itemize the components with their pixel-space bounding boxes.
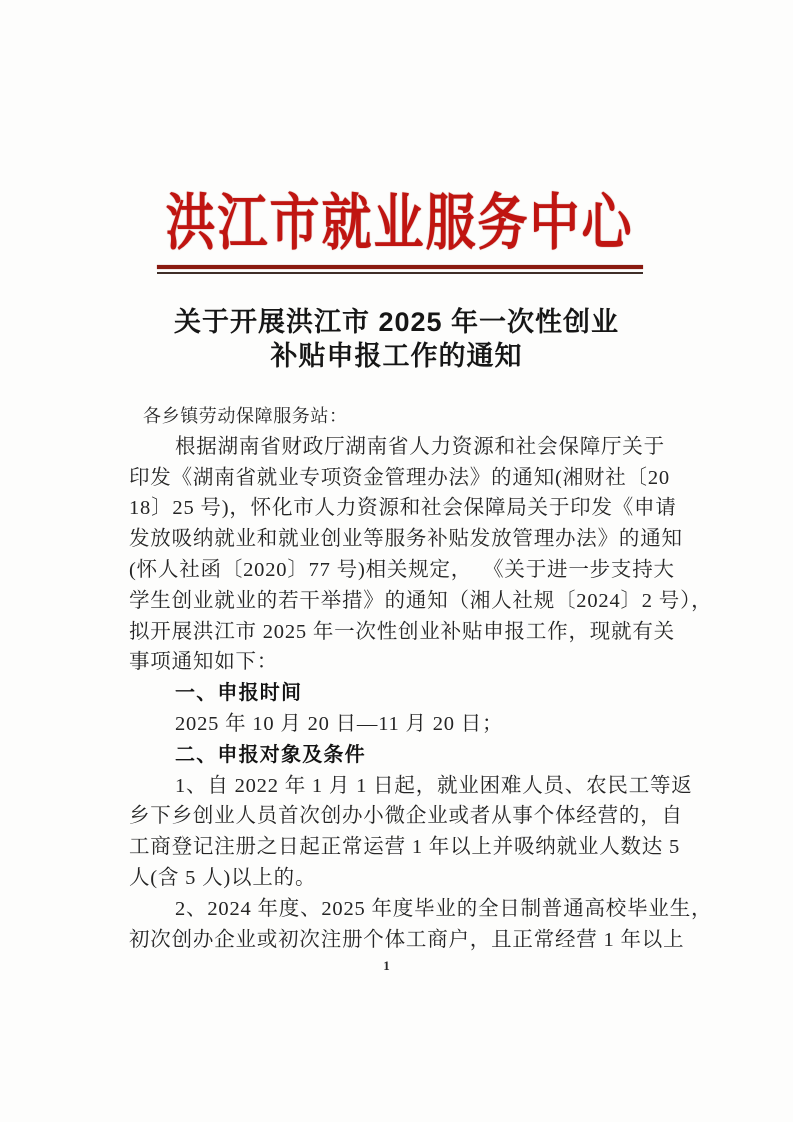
body-line: 人(含 5 人)以上的。 xyxy=(129,866,317,889)
body-line: 发放吸纳就业和就业创业等服务补贴发放管理办法》的通知 xyxy=(129,528,683,551)
body-line: 18〕25 号)，怀化市人力资源和社会保障局关于印发《申请 xyxy=(129,497,677,520)
notice-title-line1: 关于开展洪江市 2025 年一次性创业 xyxy=(173,307,620,337)
notice-title xyxy=(0,305,793,373)
body-line: 2、2024 年度、2025 年度毕业的全日制普通高校毕业生， xyxy=(175,897,713,920)
body-line: 工商登记注册之日起正常运营 1 年以上并吸纳就业人数达 5 xyxy=(129,836,681,859)
salutation: 各乡镇劳动保障服务站： xyxy=(143,406,348,426)
notice-title-line2: 补贴申报工作的通知 xyxy=(270,341,523,371)
body-line: 乡下乡创业人员首次创办小微企业或者从事个体经营的，自 xyxy=(129,805,683,828)
body-line: 印发《湖南省就业专项资金管理办法》的通知(湘财社〔20 xyxy=(129,466,670,489)
letterhead-divider xyxy=(157,265,643,274)
letterhead-rule-bottom xyxy=(157,272,643,274)
notice-body xyxy=(129,401,713,955)
body-line: 事项通知如下： xyxy=(129,651,279,674)
body-line: 学生创业就业的若干举措》的通知（湘人社规〔2024〕2 号）， xyxy=(129,589,713,612)
page-number: 1 xyxy=(383,958,390,973)
section-heading-application-time: 一、申报时间 xyxy=(175,682,303,705)
body-line: 2025 年 10 月 20 日—11 月 20 日； xyxy=(175,712,504,735)
letterhead-rule-top xyxy=(157,265,643,269)
section-heading-eligibility: 二、申报对象及条件 xyxy=(175,743,366,766)
letterhead-org-name: 洪江市就业服务中心 xyxy=(165,188,634,258)
letterhead xyxy=(0,190,793,256)
body-line: 1、自 2022 年 1 月 1 日起，就业困难人员、农民工等返 xyxy=(175,774,693,797)
body-line: 拟开展洪江市 2025 年一次性创业补贴申报工作，现就有关 xyxy=(129,620,675,643)
body-line: 根据湖南省财政厅湖南省人力资源和社会保障厅关于 xyxy=(175,435,665,458)
body-line: 初次创办企业或初次注册个体工商户，且正常经营 1 年以上 xyxy=(129,928,685,951)
body-line: (怀人社函〔2020〕77 号)相关规定， 《关于进一步支持大 xyxy=(129,558,675,581)
